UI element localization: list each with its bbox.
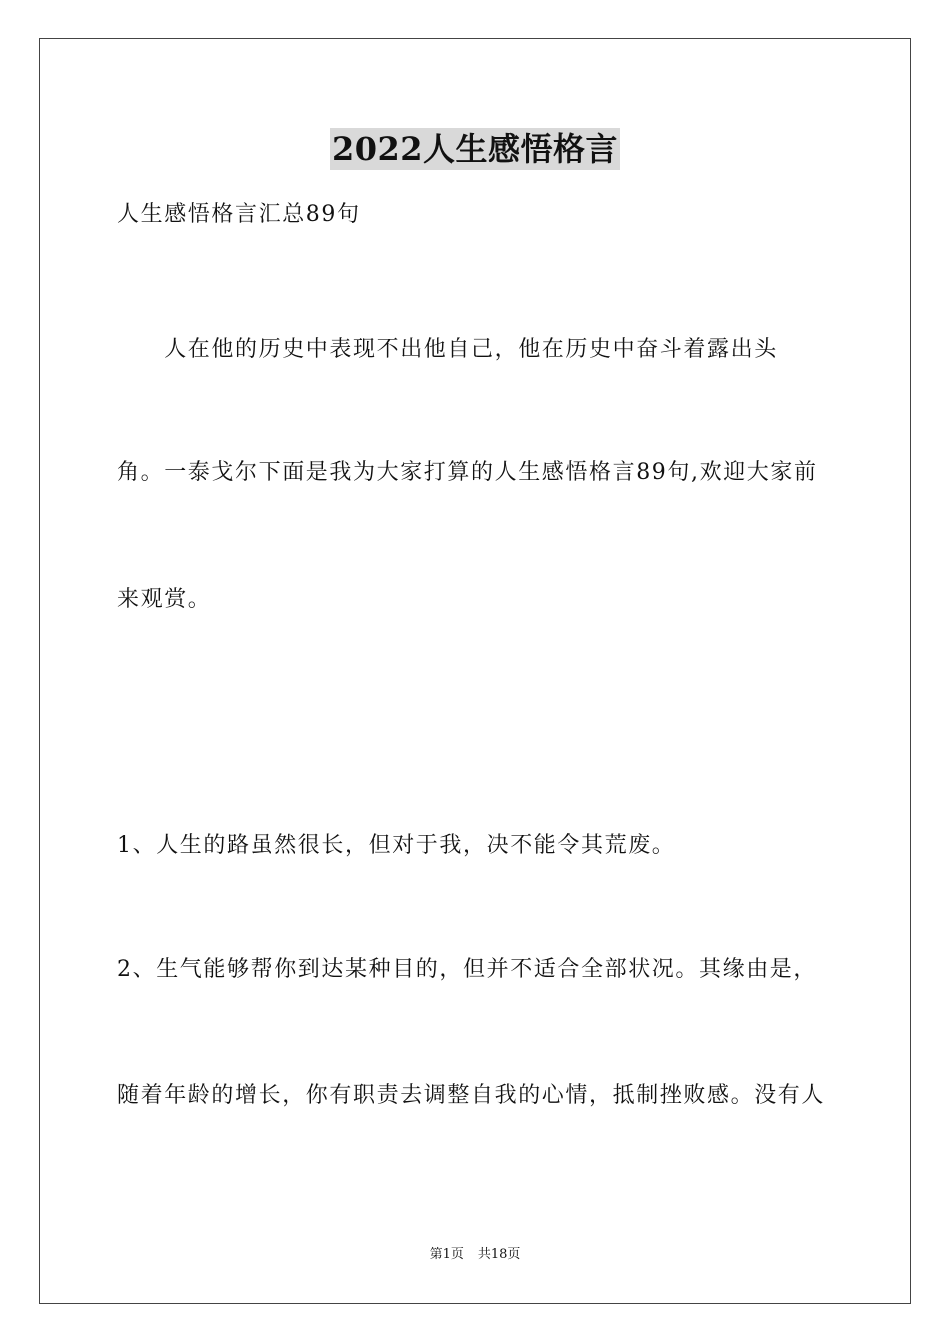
body-line-2: 角。一泰戈尔下面是我为大家打算的人生感悟格言89句,欢迎大家前	[117, 460, 818, 485]
body-line-6: 随着年龄的增长，你有职责去调整自我的心情，抵制挫败感。没有人	[117, 1083, 826, 1108]
page-footer	[0, 1246, 950, 1264]
body-line-5: 2、生气能够帮你到达某种目的，但并不适合全部状况。其缘由是，	[117, 957, 817, 982]
subtitle-line: 人生感悟格言汇总89句	[117, 202, 361, 227]
page-number: 第1页	[429, 1247, 464, 1262]
title-container	[0, 128, 950, 170]
total-pages: 共18页	[477, 1247, 521, 1262]
body-line-3: 来观赏。	[117, 587, 212, 612]
document-title: 2022人生感悟格言	[331, 130, 619, 168]
body-line-4: 1、人生的路虽然很长，但对于我，决不能令其荒废。	[117, 833, 676, 858]
body-line-1: 人在他的历史中表现不出他自己，他在历史中奋斗着露出头	[117, 337, 778, 362]
